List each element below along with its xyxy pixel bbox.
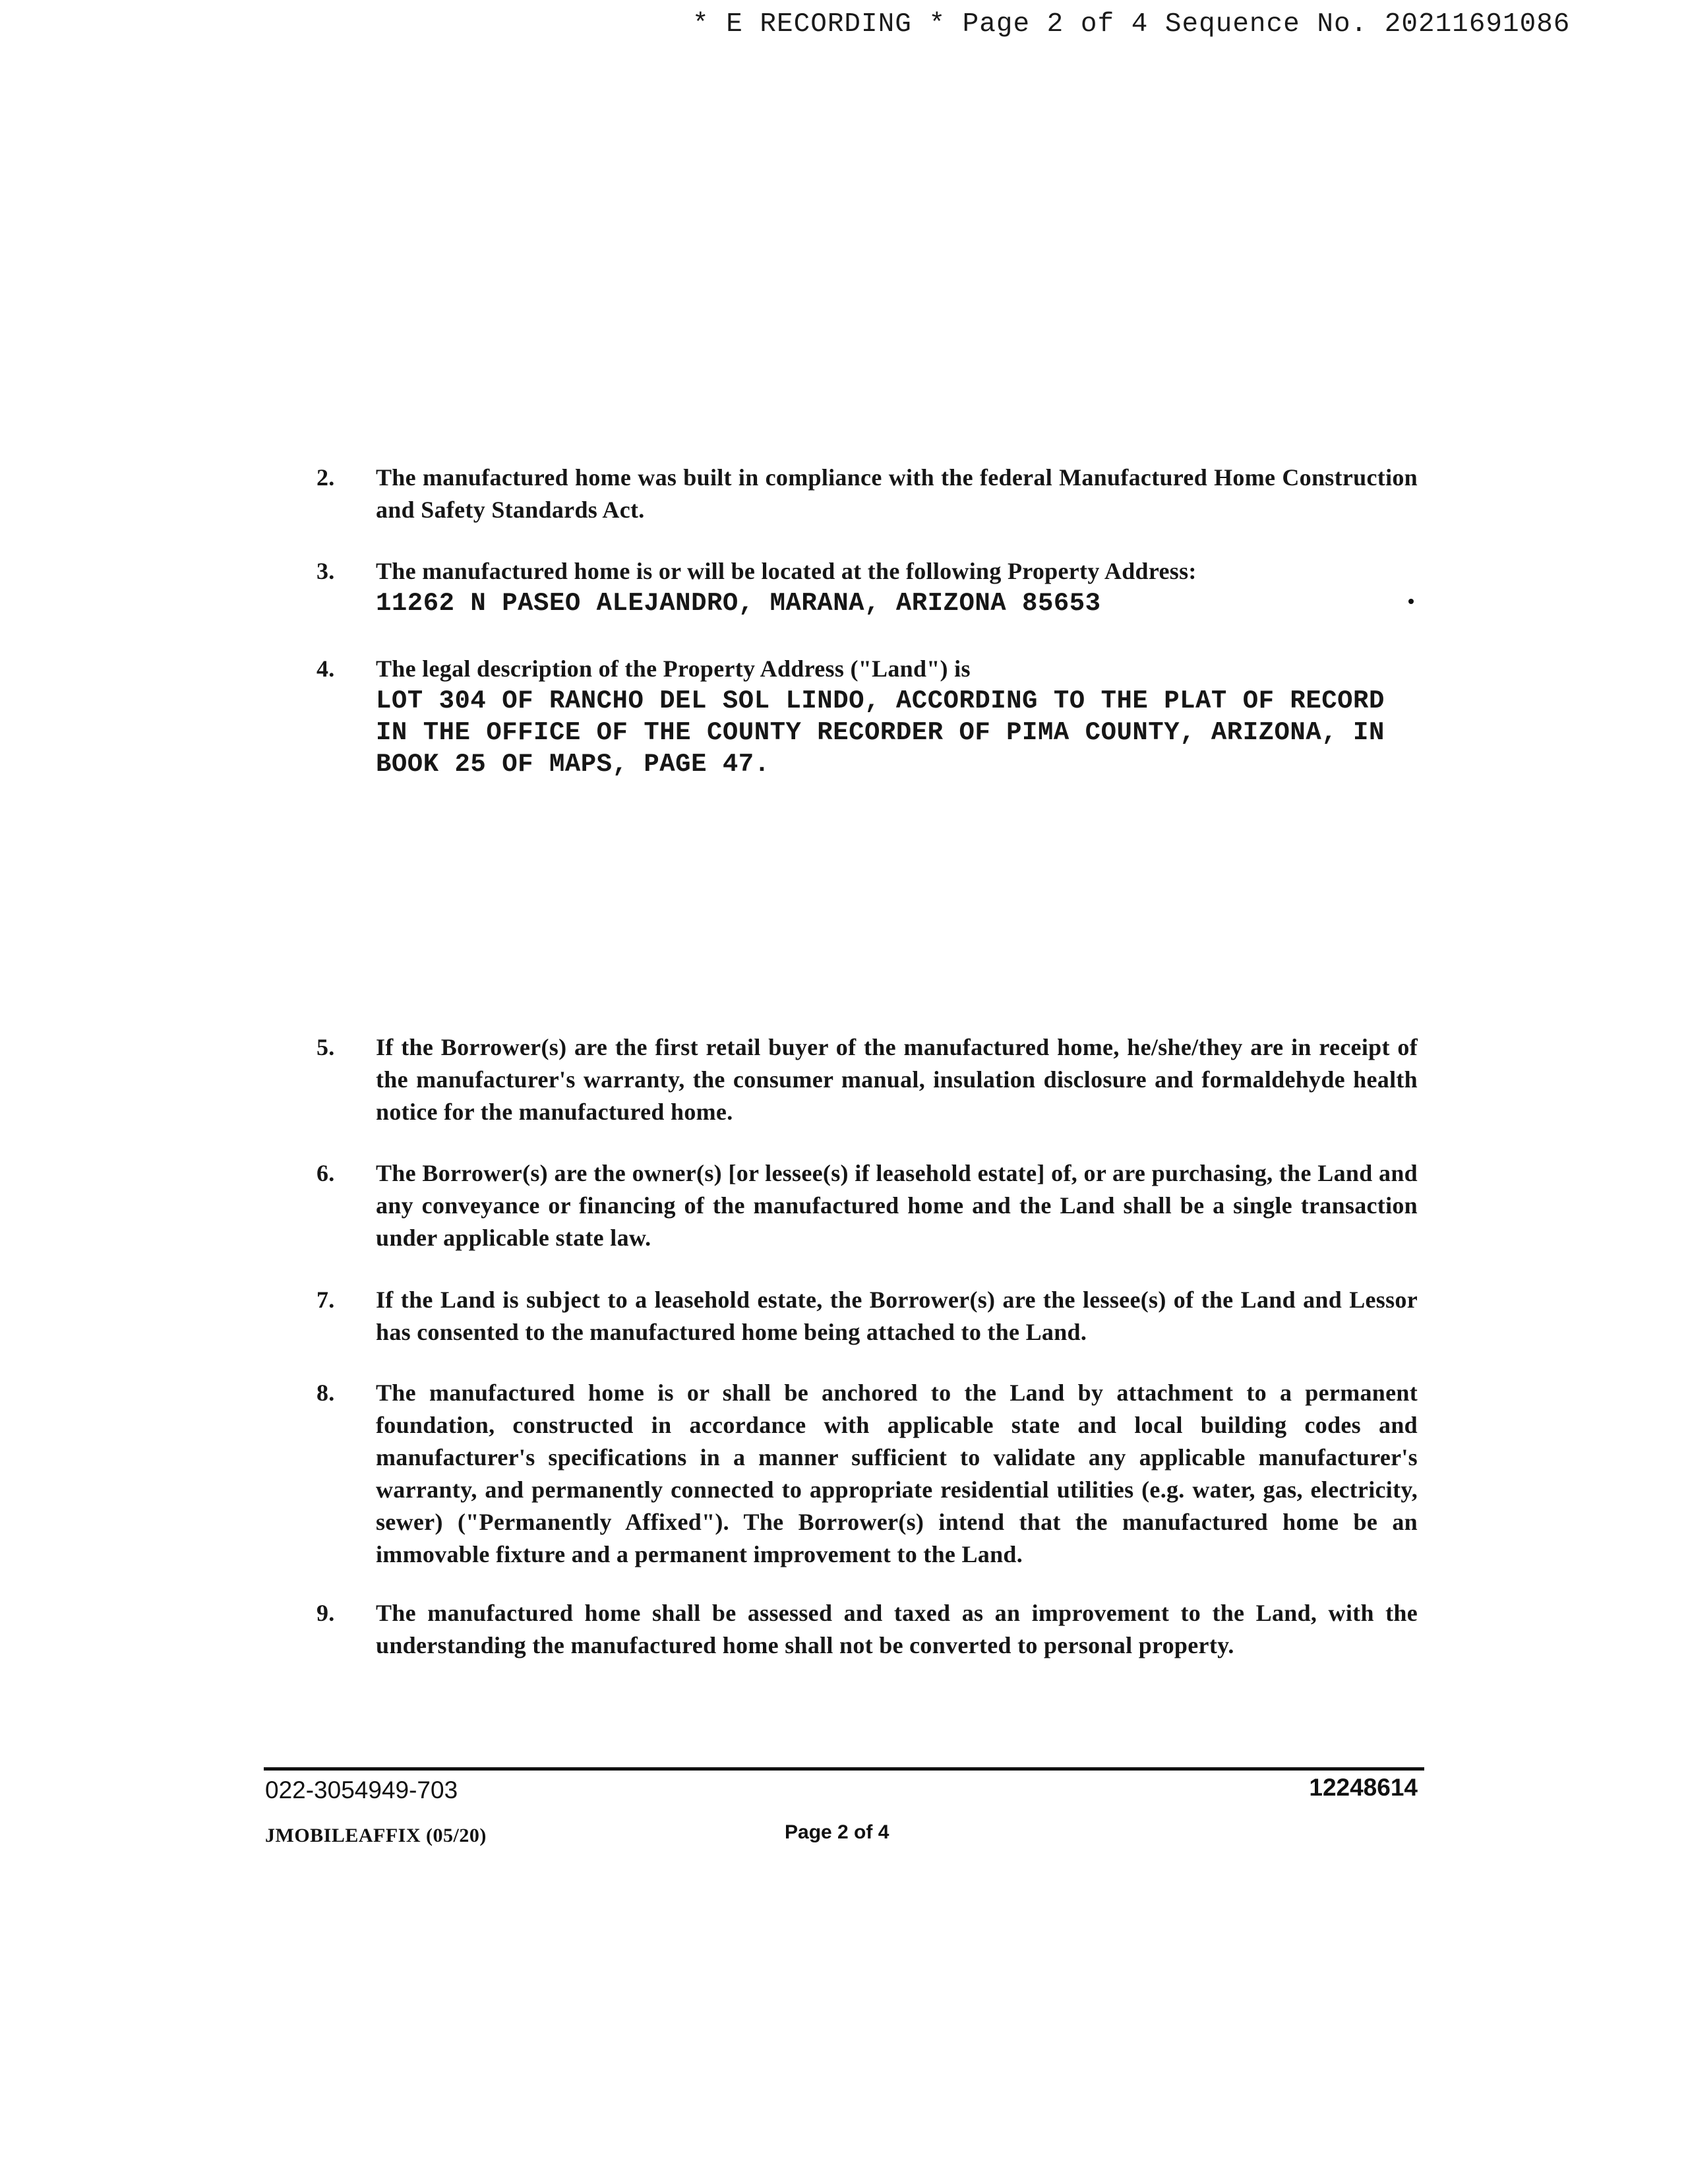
item-number: 3. <box>316 558 335 584</box>
recording-header: * E RECORDING * Page 2 of 4 Sequence No. 20211691086 <box>692 9 1571 40</box>
document-number: 12248614 <box>1309 1774 1418 1801</box>
item-text: If the Land is subject to a leasehold estate, the Borrower(s) are the lessee(s) of the Land and Lessor has consented to the manufactured home being attached to the Land. <box>376 1287 1418 1345</box>
item-text: The manufactured home is or shall be anchored to the Land by attachment to a permanent foundation, constructed in accordance with applicable state and local building codes and manufacturer's specifications in a manner sufficient to validate any applicable manufacturer's warranty, and permanently connected to appropriate residential utilities (e.g. water, gas, electricity, sewer) ("Permanently Affixed"). The Borrower(s) intend that the manufactured home be an immovable fixture and a permanent improvement to the Land. <box>376 1380 1418 1567</box>
item-text: The legal description of the Property Address ("Land") is <box>376 655 971 682</box>
item-number: 6. <box>316 1160 335 1186</box>
item-number: 2. <box>316 464 335 491</box>
item-number: 8. <box>316 1380 335 1406</box>
property-address: 11262 N PASEO ALEJANDRO, MARANA, ARIZONA 85653 <box>376 589 1101 618</box>
item-number: 7. <box>316 1287 335 1313</box>
footer-divider <box>264 1767 1424 1771</box>
form-id: JMOBILEAFFIX (05/20) <box>265 1825 487 1846</box>
item-number: 9. <box>316 1600 335 1626</box>
legal-description-line: BOOK 25 OF MAPS, PAGE 47. <box>376 750 770 779</box>
legal-description-line: IN THE OFFICE OF THE COUNTY RECORDER OF PIMA COUNTY, ARIZONA, IN <box>376 718 1385 747</box>
item-text: The manufactured home is or will be located at the following Property Address: <box>376 558 1197 584</box>
item-text: The manufactured home was built in compliance with the federal Manufactured Home Construction and Safety Standards Act. <box>376 464 1418 523</box>
item-text: If the Borrower(s) are the first retail buyer of the manufactured home, he/she/they are in receipt of the manufacturer's warranty, the consumer manual, insulation disclosure and formaldehyde health notice for the manufactured home. <box>376 1034 1418 1125</box>
list-item <box>316 1284 1418 1350</box>
list-item <box>316 1377 1418 1575</box>
page-number: Page 2 of 4 <box>785 1821 889 1843</box>
item-text: The manufactured home shall be assessed and taxed as an improvement to the Land, with the understanding the manufactured home shall not be converted to personal property. <box>376 1600 1418 1658</box>
legal-description-line: LOT 304 OF RANCHO DEL SOL LINDO, ACCORDING TO THE PLAT OF RECORD <box>376 686 1385 715</box>
item-number: 5. <box>316 1034 335 1060</box>
loan-number: 022-3054949-703 <box>265 1776 458 1804</box>
item-number: 4. <box>316 655 335 682</box>
list-item <box>316 555 1418 628</box>
list-item <box>316 1031 1418 1130</box>
stray-mark <box>1408 599 1414 604</box>
list-item <box>316 1157 1418 1256</box>
item-text: The Borrower(s) are the owner(s) [or lessee(s) if leasehold estate] of, or are purchasing, the Land and any conveyance or financing of the manufactured home and the Land shall be a single transaction under applicable state law. <box>376 1160 1418 1251</box>
list-item <box>316 462 1418 534</box>
list-item <box>316 653 1418 785</box>
list-item <box>316 1597 1418 1663</box>
